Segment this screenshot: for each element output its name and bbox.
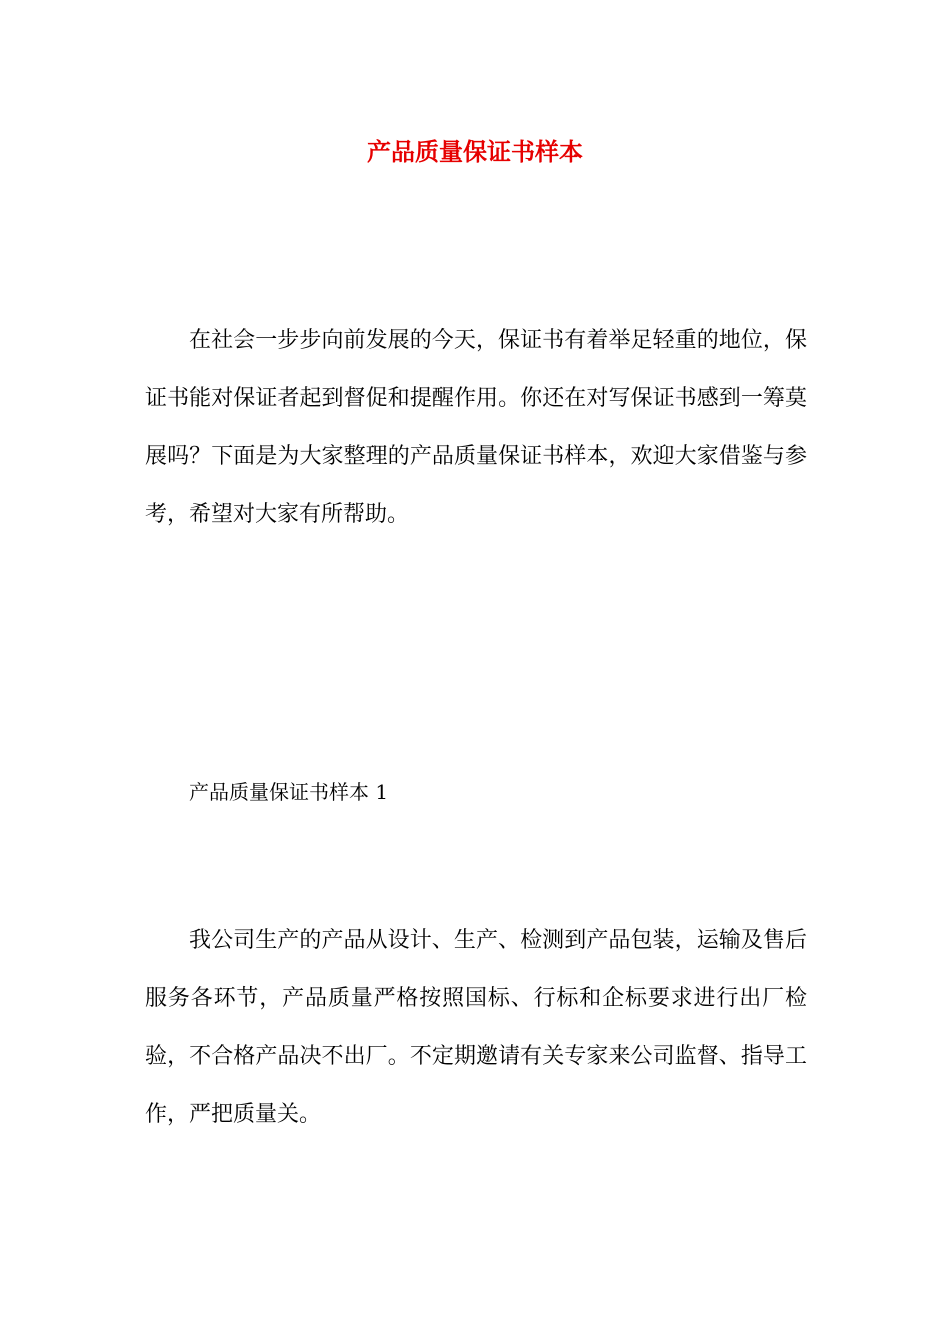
- section-heading: 产品质量保证书样本 1: [189, 780, 389, 804]
- intro-paragraph: 在社会一步步向前发展的今天，保证书有着举足轻重的地位，保证书能对保证者起到督促和提醒作用。你还在对写保证书感到一筹莫展吗？下面是为大家整理的产品质量保证书样本，欢迎大家借鉴与参考，希望对大家有所帮助。: [145, 328, 807, 527]
- section-paragraph: 我公司生产的产品从设计、生产、检测到产品包装，运输及售后服务各环节，产品质量严格按照国标、行标和企标要求进行出厂检验，不合格产品决不出厂。不定期邀请有关专家来公司监督、指导工作，严把质量关。: [145, 928, 807, 1127]
- document-title: 产品质量保证书样本: [367, 137, 583, 166]
